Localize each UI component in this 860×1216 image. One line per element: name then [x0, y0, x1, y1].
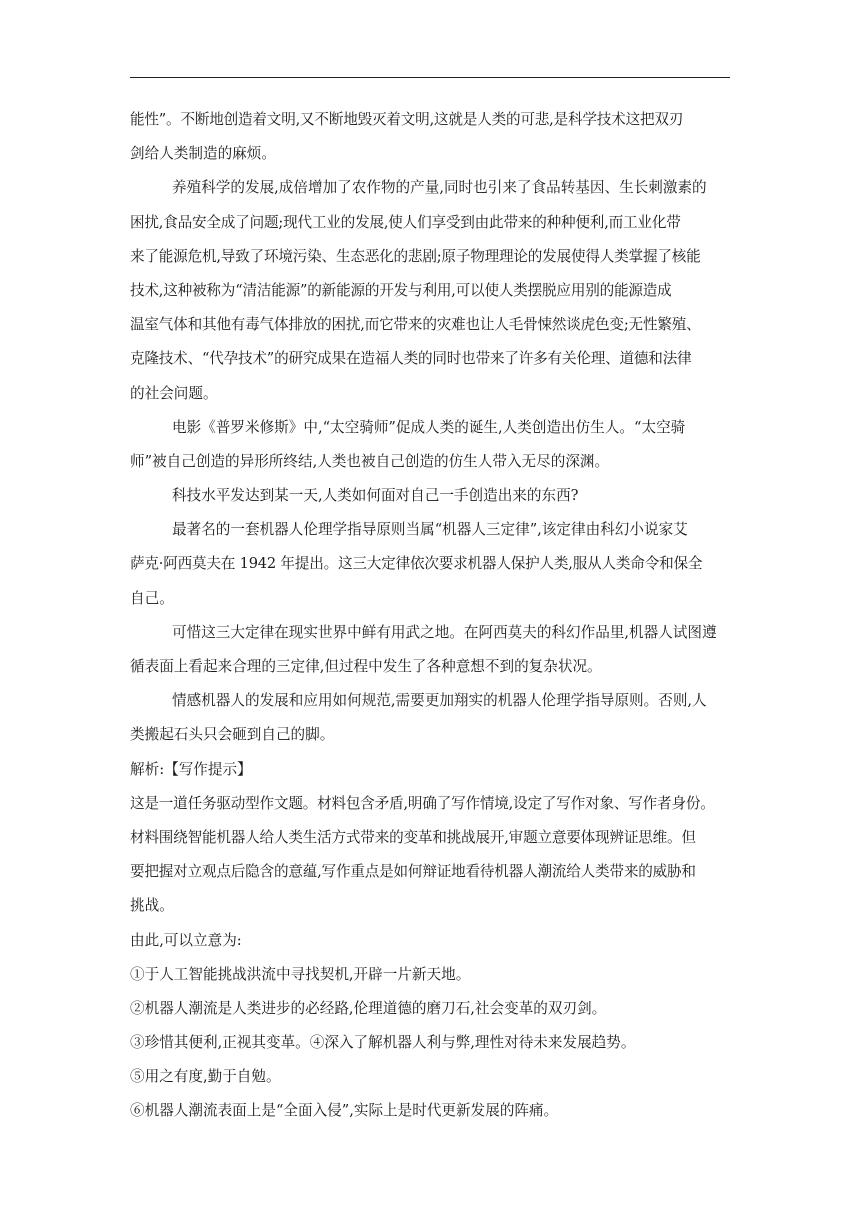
paragraph-start-line: 最著名的一套机器人伦理学指导原则当属“机器人三定律”,该定律由科幻小说家艾 [172, 521, 688, 539]
text-line: 萨克·阿西莫夫在 1942 年提出。这三大定律依次要求机器人保护人类,服从人类命令和保全 [130, 555, 703, 573]
paragraph-start-line: 电影《普罗米修斯》中,“太空骑师”促成人类的诞生,人类创造出仿生人。“太空骑 [172, 418, 686, 436]
list-item: ②机器人潮流是人类进步的必经路,伦理道德的磨刀石,社会变革的双刃剑。 [130, 999, 607, 1017]
header-rule [130, 77, 730, 78]
text-line: 克隆技术、“代孕技术”的研究成果在造福人类的同时也带来了许多有关伦理、道德和法律 [130, 350, 692, 368]
text-line: 挑战。 [130, 897, 174, 915]
analysis-heading: 解析:【写作提示】 [130, 760, 252, 778]
text-line: 来了能源危机,导致了环境污染、生态恶化的悲剧;原子物理理论的发展使得人类掌握了核能 [130, 247, 701, 265]
text-line: 困扰,食品安全成了问题;现代工业的发展,使人们享受到由此带来的种种便利,而工业化带 [130, 213, 681, 231]
text-line: 技术,这种被称为“清洁能源”的新能源的开发与利用,可以使人类摆脱应用别的能源造成 [130, 281, 672, 299]
text-line: 这是一道任务驱动型作文题。材料包含矛盾,明确了写作情境,设定了写作对象、写作者身份。 [130, 794, 715, 812]
paragraph-start-line: 可惜这三大定律在现实世界中鲜有用武之地。在阿西莫夫的科幻作品里,机器人试图遵 [172, 623, 717, 641]
text-line: 剑给人类制造的麻烦。 [130, 145, 276, 163]
paragraph-start-line: 情感机器人的发展和应用如何规范,需要更加翔实的机器人伦理学指导原则。否则,人 [172, 692, 707, 710]
document-body [130, 103, 730, 1129]
text-line: 要把握对立观点后隐含的意蕴,写作重点是如何辩证地看待机器人潮流给人类带来的威胁和 [130, 863, 696, 881]
list-item: ③珍惜其便利,正视其变革。④深入了解机器人利与弊,理性对待未来发展趋势。 [130, 1034, 636, 1052]
text-line: 能性”。不断地创造着文明,又不断地毁灭着文明,这就是人类的可悲,是科学技术这把双刃 [130, 111, 684, 128]
text-line: 自己。 [130, 589, 174, 607]
text-line: 循表面上看起来合理的三定律,但过程中发生了各种意想不到的复杂状况。 [130, 658, 602, 675]
list-item: ⑤用之有度,勤于自勉。 [130, 1068, 281, 1086]
list-item: ①于人工智能挑战洪流中寻找契机,开辟一片新天地。 [130, 965, 471, 983]
text-line: 的社会问题。 [130, 384, 218, 402]
paragraph-start-line: 科技水平发达到某一天,人类如何面对自己一手创造出来的东西? [172, 487, 579, 505]
text-line: 师”被自己创造的异形所终结,人类也被自己创造的仿生人带入无尽的深渊。 [130, 452, 610, 470]
text-line: 温室气体和其他有毒气体排放的困扰,而它带来的灾难也让人毛骨悚然谈虎色变;无性繁殖、 [130, 316, 701, 334]
paragraph-start-line: 养殖科学的发展,成倍增加了农作物的产量,同时也引来了食品转基因、生长刺激素的 [172, 179, 707, 197]
list-item: ⑥机器人潮流表面上是“全面入侵”,实际上是时代更新发展的阵痛。 [130, 1102, 559, 1120]
text-line: 由此,可以立意为: [130, 931, 242, 949]
text-line: 类搬起石头只会砸到自己的脚。 [130, 726, 335, 744]
text-line: 材料围绕智能机器人给人类生活方式带来的变革和挑战展开,审题立意要体现辨证思维。但 [130, 828, 696, 846]
